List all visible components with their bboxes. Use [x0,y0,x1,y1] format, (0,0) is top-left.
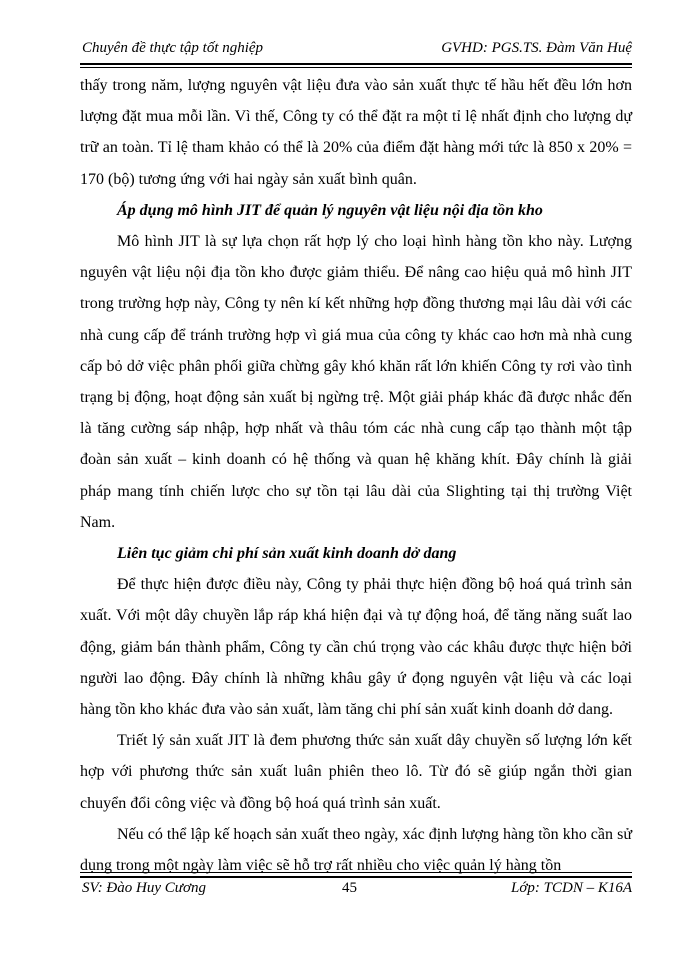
section-heading-wip: Liên tục giảm chi phí sản xuất kinh doanh dở dang [117,545,457,563]
page-number: 45 [342,880,357,896]
footer-student: SV: Đào Huy Cương [82,880,206,896]
header-title: Chuyên đề thực tập tốt nghiệp [82,40,264,56]
page-header [80,38,632,62]
footer-rule-thin [80,872,632,873]
header-rule-thick [80,63,632,65]
paragraph-continued: thấy trong năm, lượng nguyên vật liệu đưa vào sản xuất thực tế hầu hết đều lớn hơn lượng đặt mua mỗi lần. Vì thế, Công ty có thể đặt ra một tỉ lệ nhất định cho lượng dự trữ an toàn. Tỉ lệ tham khảo có thể là 20% của điểm đặt hàng mới tức là 850 x 20% = 170 (bộ) tương ứng với hai ngày sản xuất bình quân. [80,77,632,188]
paragraph-jit: Mô hình JIT là sự lựa chọn rất hợp lý cho loại hình hàng tồn kho này. Lượng nguyên vật liệu nội địa tồn kho được giảm thiểu. Để nâng cao hiệu quả mô hình JIT trong trường hợp này, Công ty nên kí kết những hợp đồng thương mại lâu dài với các nhà cung cấp để tránh trường hợp vì giá mua của công ty khác cao hơn mà nhà cung cấp bỏ dở việc phân phối giữa chừng gây khó khăn rất lớn khiến Công ty rơi vào tình trạng bị động, hoạt động sản xuất bị ngừng trệ. Một giải pháp khác đã được nhắc đến là tăng cường sáp nhập, hợp nhất và thâu tóm các nhà cung cấp tạo thành một tập đoàn sản xuất – kinh doanh có hệ thống và quan hệ khăng khít. Đây chính là giải pháp mang tính chiến lược cho sự tồn tại lâu dài của Slighting tại thị trường Việt Nam. [80,233,632,531]
page-footer [80,878,632,902]
paragraph-sync: Để thực hiện được điều này, Công ty phải thực hiện đồng bộ hoá quá trình sản xuất. Với một dây chuyền lắp ráp khá hiện đại và tự động hoá, để tăng năng suất lao động, giảm bán thành phẩm, Công ty cần chú trọng vào các khâu được thực hiện bởi người lao động. Đây chính là những khâu gây ứ đọng nguyên vật liệu và các loại hàng tồn kho khác đưa vào sản xuất, làm tăng chi phí sản xuất kinh doanh dở dang. [80,576,632,719]
paragraph-daily-plan: Nếu có thể lập kế hoạch sản xuất theo ngày, xác định lượng hàng tồn kho cần sử dụng trong một ngày làm việc sẽ hỗ trợ rất nhiều cho việc quản lý hàng tồn [80,825,632,875]
header-rule-thin [80,67,632,68]
footer-class: Lớp: TCDN – K16A [511,880,632,896]
page-body [80,70,632,881]
section-heading-jit: Áp dụng mô hình JIT để quản lý nguyên vật liệu nội địa tồn kho [117,201,543,219]
header-supervisor: GVHD: PGS.TS. Đàm Văn Huệ [441,40,632,56]
paragraph-jit-philosophy: Triết lý sản xuất JIT là đem phương thức sản xuất dây chuyền số lượng lớn kết hợp với phương thức sản xuất luân phiên theo lô. Từ đó sẽ giúp ngắn thời gian chuyển đổi công việc và đồng bộ hoá quá trình sản xuất. [80,732,632,812]
